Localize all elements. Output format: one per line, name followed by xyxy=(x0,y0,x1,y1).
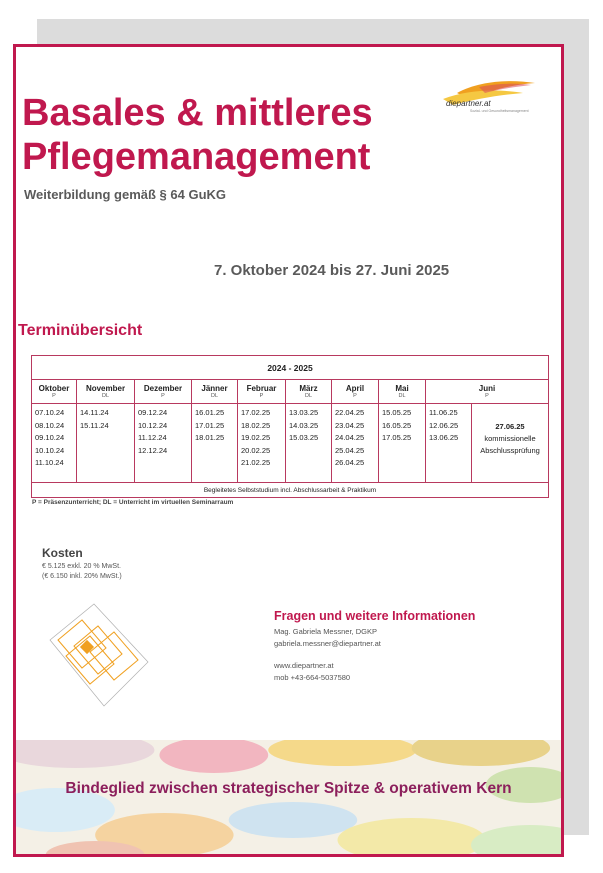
date-cell: 13.03.25 xyxy=(289,408,319,417)
date-cell: 11.12.24 xyxy=(138,433,167,442)
month-column-maerz xyxy=(286,380,332,482)
contact-email-link[interactable]: gabriela.messner@diepartner.at xyxy=(274,639,381,648)
month-type: DL xyxy=(398,393,406,399)
schedule-footer: Begleitetes Selbststudium incl. Abschlussarbeit & Praktikum xyxy=(32,482,548,498)
month-column-november xyxy=(77,380,135,482)
month-name: Jänner xyxy=(201,384,228,393)
bottom-banner xyxy=(16,740,561,857)
date-cell: 21.02.25 xyxy=(241,458,271,467)
date-cell: 17.02.25 xyxy=(241,408,271,417)
month-type: P xyxy=(485,393,489,399)
date-cell: 09.10.24 xyxy=(35,433,65,442)
date-cell: 19.02.25 xyxy=(241,433,271,442)
date-cell: 16.05.25 xyxy=(382,420,412,430)
date-cell: 13.06.25 xyxy=(429,433,459,442)
date-cell: 17.05.25 xyxy=(382,433,412,442)
schedule-columns xyxy=(32,380,548,482)
schedule-table xyxy=(31,355,549,498)
date-cell: 08.10.24 xyxy=(35,420,65,430)
date-cell: 15.03.25 xyxy=(289,433,319,442)
date-cell: 17.01.25 xyxy=(195,420,225,430)
banner-slogan: Bindeglied zwischen strategischer Spitze & operativem Kern xyxy=(65,780,512,797)
schedule-legend: P = Präsenzunterricht; DL = Unterricht im virtuellen Seminarraum xyxy=(32,499,234,506)
date-cell: 25.04.25 xyxy=(335,445,365,455)
cost-excl-vat: € 5.125 exkl. 20 % MwSt. xyxy=(42,563,121,570)
month-name: November xyxy=(85,384,126,393)
date-cell: 11.06.25 xyxy=(429,408,458,417)
costs-heading: Kosten xyxy=(42,546,83,560)
month-type: DL xyxy=(210,393,219,399)
logo-wordmark: diepartner.at xyxy=(446,99,491,108)
month-name: März xyxy=(299,384,318,393)
logo-tagline: Sozial- und Gesundheitsmanagement xyxy=(470,109,529,113)
date-cell: 12.06.25 xyxy=(429,420,459,430)
month-type: P xyxy=(353,393,357,399)
month-column-dezember xyxy=(135,380,192,482)
exam-label-2: Abschlussprüfung xyxy=(480,446,540,455)
date-cell: 15.05.25 xyxy=(382,408,412,417)
date-cell: 24.04.25 xyxy=(335,433,365,442)
month-column-februar xyxy=(238,380,286,482)
page-subtitle: Weiterbildung gemäß § 64 GuKG xyxy=(24,187,227,202)
month-name: April xyxy=(345,384,365,393)
schedule-heading: Terminübersicht xyxy=(18,322,143,339)
date-cell: 11.10.24 xyxy=(35,458,64,467)
contact-phone: mob +43-664-5037580 xyxy=(274,673,351,682)
month-type: DL xyxy=(304,393,313,399)
diamond-graphic-icon xyxy=(44,600,154,710)
date-cell: 23.04.25 xyxy=(335,420,365,430)
month-type: P xyxy=(259,393,264,399)
date-cell: 18.01.25 xyxy=(195,433,225,442)
month-name: Oktober xyxy=(38,384,70,393)
cost-incl-vat: (€ 6.150 inkl. 20% MwSt.) xyxy=(42,573,122,580)
exam-cell xyxy=(472,404,548,482)
paper-notes-background-icon xyxy=(16,740,561,857)
date-cell: 16.01.25 xyxy=(195,408,225,417)
date-cell: 10.10.24 xyxy=(35,445,65,455)
month-name: Februar xyxy=(246,384,277,393)
date-cell: 14.11.24 xyxy=(80,408,109,417)
page-title xyxy=(22,91,373,179)
date-cell: 15.11.24 xyxy=(80,420,109,430)
contact-name: Mag. Gabriela Messner, DGKP xyxy=(274,627,377,636)
date-cell: 10.12.24 xyxy=(138,420,168,430)
date-cell: 07.10.24 xyxy=(35,408,65,417)
date-cell: 22.04.25 xyxy=(335,408,365,417)
website-link[interactable]: www.diepartner.at xyxy=(274,661,334,670)
month-column-april xyxy=(332,380,379,482)
course-dates: 7. Oktober 2024 bis 27. Juni 2025 xyxy=(214,262,450,279)
schedule-year: 2024 - 2025 xyxy=(32,356,548,380)
month-type: DL xyxy=(101,393,110,399)
month-name: Dezember xyxy=(143,384,183,393)
month-name: Juni xyxy=(478,384,496,393)
date-cell: 26.04.25 xyxy=(335,458,365,467)
exam-label-1: kommissionelle xyxy=(484,434,536,443)
month-name: Mai xyxy=(395,384,409,393)
month-column-oktober xyxy=(32,380,77,482)
exam-date: 27.06.25 xyxy=(495,422,525,431)
date-cell: 09.12.24 xyxy=(138,408,168,417)
month-type: P xyxy=(52,393,56,399)
title-line-1: Basales & mittleres xyxy=(22,92,373,134)
date-cell: 14.03.25 xyxy=(289,420,319,430)
month-column-juni xyxy=(426,380,548,482)
date-cell: 20.02.25 xyxy=(241,445,271,455)
month-type: P xyxy=(161,393,165,399)
title-line-2: Pflegemanagement xyxy=(22,136,371,178)
date-cell: 18.02.25 xyxy=(241,420,271,430)
contact-heading: Fragen und weitere Informationen xyxy=(274,609,476,623)
date-cell: 12.12.24 xyxy=(138,445,168,455)
month-column-jaenner xyxy=(192,380,238,482)
flyer-page xyxy=(13,44,564,857)
month-column-mai xyxy=(379,380,426,482)
